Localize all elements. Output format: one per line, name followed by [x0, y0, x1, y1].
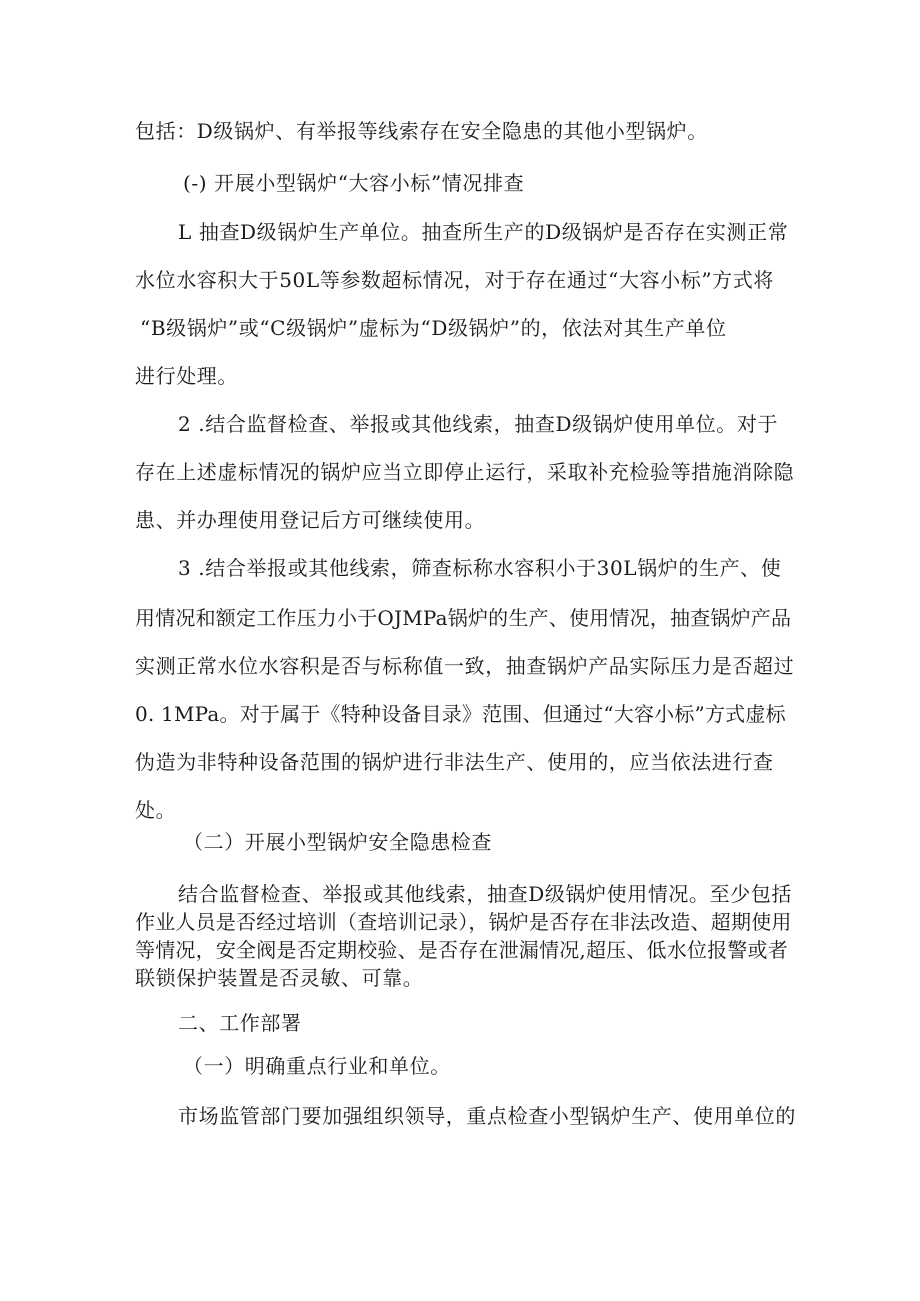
text-line: 存在上述虚标情况的锅炉应当立即停止运行，采取补充检验等措施消除隐 — [135, 460, 795, 484]
text-line: 市场监管部门要加强组织领导，重点检查小型锅炉生产、使用单位的 — [178, 1104, 796, 1128]
text-line: 实测正常水位水容积是否与标称值一致，抽查锅炉产品实际压力是否超过 — [135, 654, 795, 678]
section-heading: （一）明确重点行业和单位。 — [183, 1054, 451, 1078]
text-line: 伪造为非特种设备范围的锅炉进行非法生产、使用的，应当依法进行查 — [135, 750, 774, 774]
text-line: 作业人员是否经过培训（查培训记录），锅炉是否存在非法改造、超期使用 — [135, 910, 792, 934]
text-line: 患、并办理使用登记后方可继续使用。 — [135, 508, 486, 532]
text-line: 处。 — [135, 798, 177, 822]
text-line: 包括：D级锅炉、有举报等线索存在安全隐患的其他小型锅炉。 — [135, 119, 708, 143]
section-heading: 二、工作部署 — [178, 1011, 302, 1035]
text-line: 进行处理。 — [135, 364, 238, 388]
text-line: 水位水容积大于50L等参数超标情况，对于存在通过“大容小标”方式将 — [135, 268, 774, 292]
text-line: 等情况，安全阀是否定期校验、是否存在泄漏情况,超压、低水位报警或者 — [135, 938, 788, 962]
text-line: 用情况和额定工作压力小于OJMPa锅炉的生产、使用情况，抽查锅炉产品 — [135, 606, 792, 630]
text-line: 3 .结合举报或其他线索，筛查标称水容积小于30L锅炉的生产、使 — [178, 556, 782, 580]
text-line: “B级锅炉”或“C级锅炉”虚标为“D级锅炉”的，依法对其生产单位 — [140, 316, 727, 340]
section-heading: （二）开展小型锅炉安全隐患检查 — [183, 830, 492, 854]
text-line: L 抽查D级锅炉生产单位。抽查所生产的D级锅炉是否存在实测正常 — [178, 220, 789, 244]
section-heading: (-) 开展小型锅炉“大容小标”情况排查 — [183, 171, 525, 195]
text-line: 0. 1MPa。对于属于《特种设备目录》范围、但通过“大容小标”方式虚标 — [135, 702, 786, 726]
text-line: 2 .结合监督检查、举报或其他线索，抽查D级锅炉使用单位。对于 — [178, 412, 779, 436]
text-line: 联锁保护装置是否灵敏、可靠。 — [135, 966, 424, 990]
text-line: 结合监督检查、举报或其他线索，抽查D级锅炉使用情况。至少包括 — [178, 882, 793, 906]
